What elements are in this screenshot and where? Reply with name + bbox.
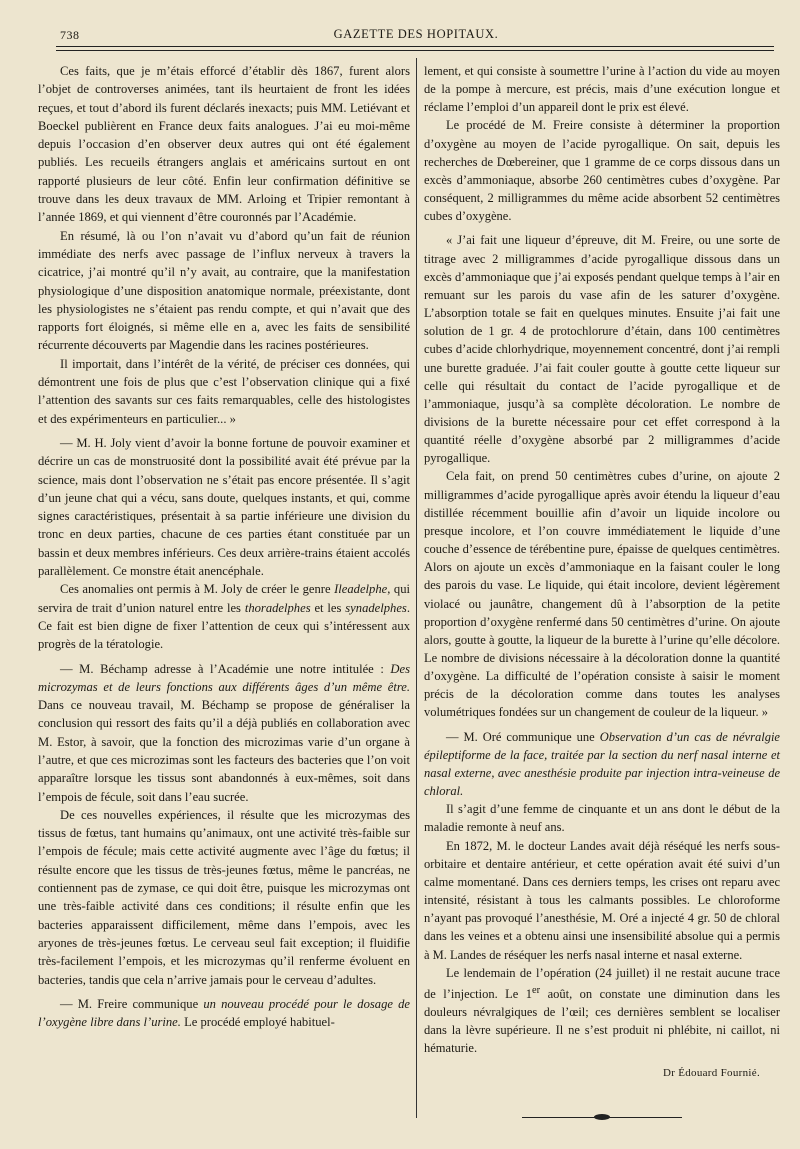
header-rule-thin	[56, 50, 774, 51]
left-paragraph: — M. Béchamp adresse à l’Académie une notre intitulée : Des microzymas et de leurs fonctions aux différents âges d’un même être. Dans ce nouveau travail, M. Béchamp se propose de généraliser la conclusion qui ressort des faits qu’il a déjà publiés en collaboration avec M. Estor, à savoir, que la fonction des microzimas varie d’un organe à l’autre, et que ces microzimas sont les facteurs des bacteries que l’on voit apparaître lorsque les tissus sont abandonnés à eux-mêmes, soit dans l’empois de fécule, soit dans l’eau sucrée.	[38, 661, 410, 804]
left-column	[38, 62, 410, 1031]
journal-title: GAZETTE DES HOPITAUX.	[333, 27, 499, 41]
right-paragraph: Le procédé de M. Freire consiste à déterminer la proportion d’oxygène au moyen de l’acide pyrogallique. On sait, depuis les recherches de Dœbereiner, que 1 gramme de ce corps dissous dans un excès d’ammoniaque, absorbe 260 centimètres cubes d’oxygène. Par conséquent, 2 milligrammes du même acide absorbent 52 centimètres cubes d’oxygène.	[424, 118, 780, 224]
left-paragraph: Ces faits, que je m’étais efforcé d’établir dès 1867, furent alors l’objet de controverses animées, tant ils heurtaient de front les idées reçues, et tout d’abord ils furent déclarés inexacts; puis MM. Letiévant et Boeckel publièrent en France deux faits analogues. J’ai eu moi-même depuis l’occasion d’en observer deux autres qui ont été également publiés. Les recueils étrangers anglais et américains surtout en ont rapporté plusieurs de leur côté. Enfin leur confirmation définitive se trouve dans les deux travaux de MM. Arloing et Tripier remontant à l’année 1869, et qui viennent d’être couronnés par l’Académie.	[38, 64, 410, 225]
right-paragraph: lement, et qui consiste à soumettre l’urine à l’action du vide au moyen de la pompe à mercure, est précis, mais d’une exécution longue et réclame l’emploi d’un appareil dont le prix est élevé.	[424, 64, 780, 115]
author-signature: Dr Édouard Fournié.	[662, 1066, 760, 1079]
header-rule-thick	[56, 46, 774, 47]
right-paragraph: « J’ai fait une liqueur d’épreuve, dit M. Freire, ou une sorte de titrage avec 2 milligrammes d’acide pyrogallique dissous dans un excès d’ammoniaque que j’ai exposés pendant quelque temps à l’air en remuant sur les parois du vase afin de les saturer d’oxygène. L’absorption totale se fait en quelques minutes. Ensuite j’ai fait une solution de 1 gr. 4 de protochlorure d’étain, dans 100 centimètres cubes d’acide chlorhydrique, moyennement concentré, dont j’ai rempli une burette graduée. J’ai fait couler goutte à goutte cette liqueur sur celle qui résultait du contact de l’acide pyrogallique et de l’ammoniaque, jusqu’à sa complète décoloration. Le nombre de divisions de la burette nécessaire pour cet effet correspond à la quantité réelle d’oxygène absorbé par 2 milligrammes d’acide pyrogallique.	[424, 233, 780, 466]
left-paragraph: En résumé, là ou l’on n’avait vu d’abord qu’un fait de réunion immédiate des nerfs avec passage de l’influx nerveux à travers la cicatrice, j’ai montré qu’il n’y avait, au contraire, que la manifestation physiologique d’une disposition anatomique normale, préexistante, dont les physiologistes ne s’étaient pas rendu compte, et qui n’avait que des rapports fort éloignés, si même elle en a, avec les faits de sensibilité récurrente découverts par Magendie dans les racines postérieures.	[38, 228, 410, 353]
left-paragraph: — M. H. Joly vient d’avoir la bonne fortune de pouvoir examiner et décrire un cas de monstruosité dont la possibilité avait été prévue par la science, mais dont l’observation ne s’était pas encore présentée. Il s’agit d’un jeune chat qui a vécu, sans doute, quelques instants, et qui, comme signes caractéristiques, présentait à sa partie inférieure une division du tronc en deux parties, chacune de ces parties étant constituée par un bassin et deux membres inférieurs. Ces deux arrière-trains étaient accolés parallèlement. Ce monstre était anencéphale.	[38, 435, 410, 579]
page-number: 738	[60, 28, 80, 42]
column-divider	[416, 58, 417, 1118]
left-paragraph: Il importait, dans l’intérêt de la vérité, de préciser ces données, qui démontrent une fois de plus que c’est l’observation clinique qui a fixé l’attention des savants sur ces faits remarquables, celle des histologistes et des expérimenteurs en particulier... »	[38, 356, 410, 426]
right-paragraph: Le lendemain de l’opération (24 juillet) il ne restait aucune trace de l’injection. Le 1er août, on constate une diminution dans les douleurs névralgiques de l’œil; ces dernières semblent se localiser dans la lèvre supérieure. Il ne s’est produit ni phlébite, ni caillot, ni hématurie.	[424, 965, 781, 1056]
left-paragraph: De ces nouvelles expériences, il résulte que les microzymas des tissus de fœtus, tant humains qu’animaux, ont une activité très-faible sur l’empois de fécule; mais cette activité augmente avec l’âge du fœtus; il résulte encore que les tissus de très-jeunes fœtus, même le pancréas, ne contiennent pas de zymase, ce qui doit être, puisque les microzymas ont une très-faible activité dans ces conditions; il résulte enfin que les bacteries apparaissent difficilement, même dans l’empois, avec les aryones de très-jeunes fœtus. Le cerveau seul fait exception; il fluidifie très-facilement l’empois, et les microzymas qu’il renferme évoluent en bacteries, tandis que cela n’arrive jamais pour le cerveau d’adultes.	[38, 807, 410, 987]
page-header	[60, 26, 772, 44]
right-paragraph: — M. Oré communique une Observation d’un cas de névralgie épileptiforme de la face, traitée par la section du nerf nasal interne et nasal externe, avec anesthésie produite par injection intra-veineuse de chloral.	[424, 729, 780, 799]
right-paragraph: Il s’agit d’une femme de cinquante et un ans dont le début de la maladie remonte à neuf ans.	[424, 802, 780, 835]
left-paragraph: Ces anomalies ont permis à M. Joly de créer le genre Ileadelphe, qui servira de trait d’union naturel entre les thoradelphes et les synadelphes. Ce fait est bien digne de fixer l’attention de ceux qui s’intéressent aux progrès de la tératologie.	[38, 582, 410, 652]
right-paragraph: Cela fait, on prend 50 centimètres cubes d’urine, on ajoute 2 milligrammes d’acide pyrogallique après avoir étendu la liqueur d’eau distillée récemment bouillie afin d’avoir un liquide incolore ou presque incolore, et l’on couvre immédiatement le liquide d’une couche d’essence de térébentine pure, épaisse de quelques centimètres. Alors on ajoute un excès d’ammoniaque en la faisant couler le long des parois du vase. Le liquide, qui était incolore, devient légèrement violacé ou jaunâtre, changement dû à l’absorption de la petite proportion d’oxygène renfermé dans 50 centimètres d’urine. On ajoute alors, goutte à goutte, la liqueur de la burette à l’urine qu’elle décolore. Le nombre de divisions nécessaire à la décoloration donne la quantité d’oxygène. La difficulté de l’opération consiste à saisir le moment précis de la décoloration comme dans toutes les analyses volumétriques fondées sur un changement de couleur de la liqueur. »	[424, 469, 780, 720]
end-ornament	[522, 1112, 682, 1122]
right-paragraph: En 1872, M. le docteur Landes avait déjà réséqué les nerfs sous-orbitaire et dentaire antérieur, et cette opération avait été suivi d’un calme momentané. Dans ces derniers temps, les crises ont reparu avec intensité, résistant à tous les calmants possibles. Le chloroforme n’ayant pas provoqué l’anesthésie, M. Oré a injecté 4 gr. 50 de chloral dans les veines et a obtenu ainsi une insensibilité absolue qui a permis à M. Landes de réséquer les nerfs nasal interne et nasal externe.	[424, 838, 780, 962]
right-column	[424, 62, 780, 1122]
left-paragraph: — M. Freire communique un nouveau procédé pour le dosage de l’oxygène libre dans l’urine. Le procédé employé habituel-	[38, 996, 411, 1030]
